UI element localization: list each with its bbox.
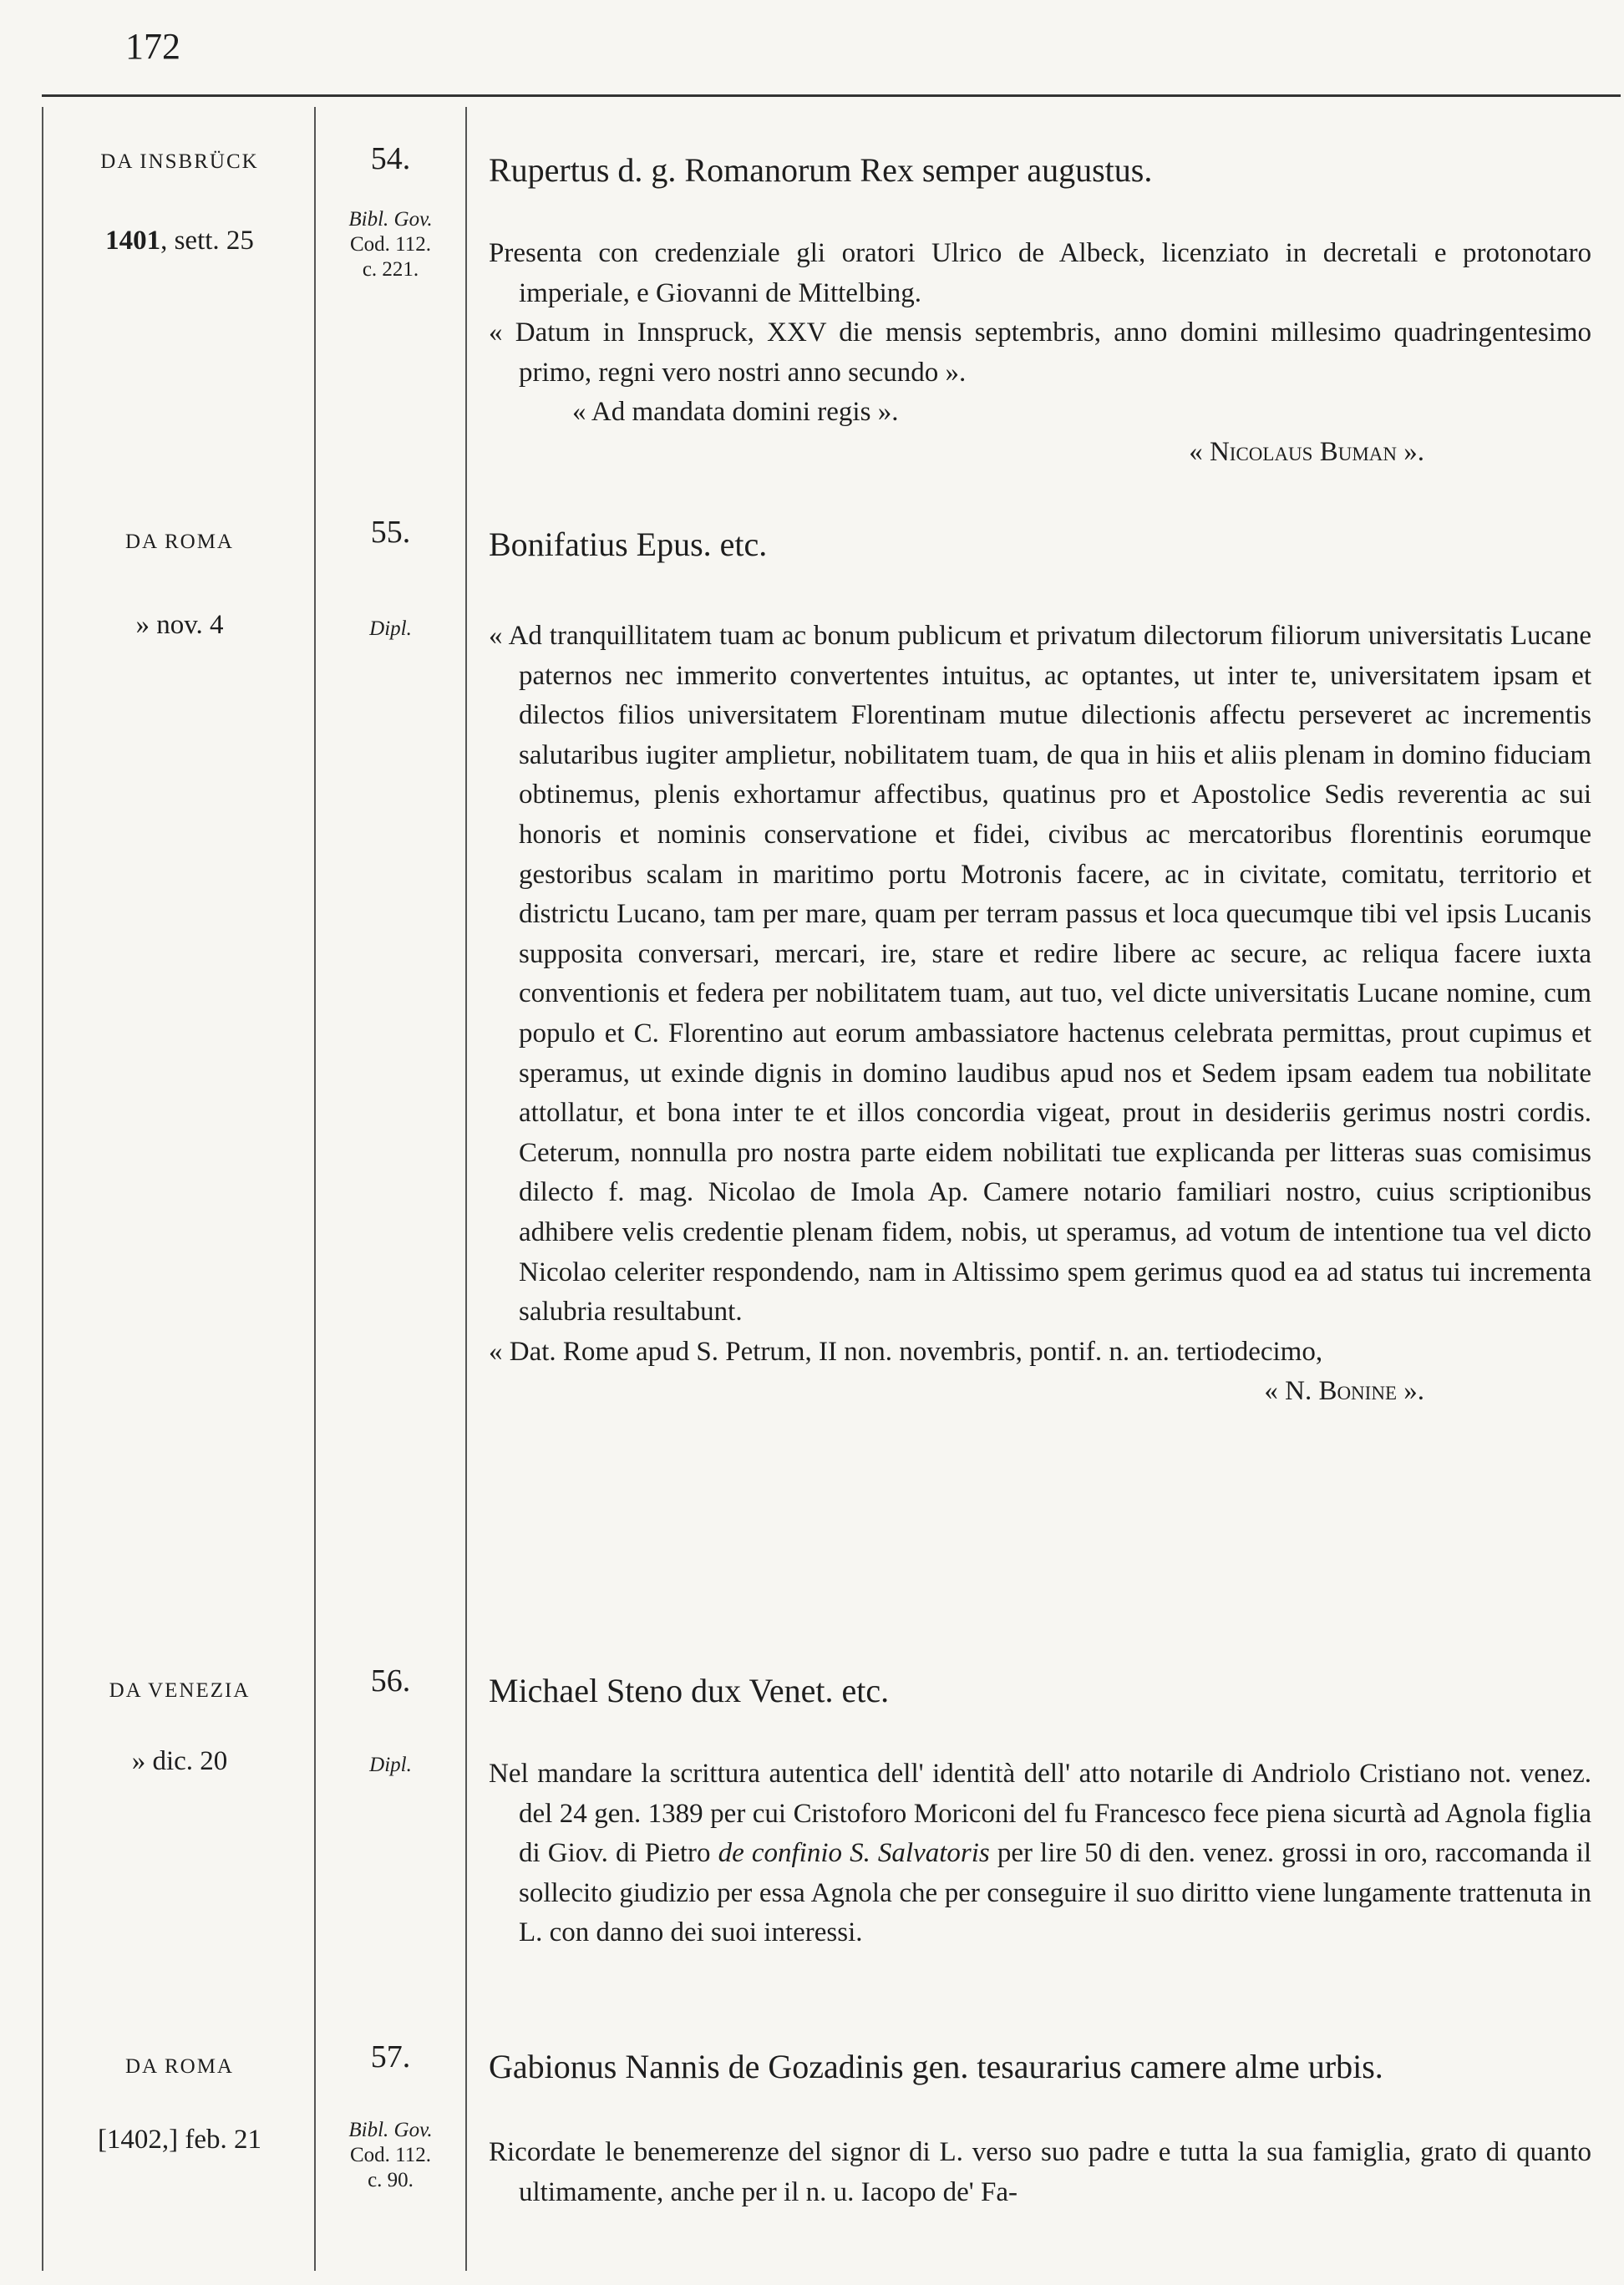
source-folio: c. 90. [368,2169,414,2191]
page-number: 172 [125,26,180,67]
entry-date-year: [1402,] [97,2125,179,2155]
entry-signature: « Nicolaus Buman ». [1189,436,1424,467]
entry-text-part: per lire 50 di den. venez. grossi in oro, raccomanda il sollecito giudizio per essa Agnola che per conseguire il suo diritto viene lungamente trattenuta in L. con danno dei suoi interessi. [519,1838,1591,1948]
entry-summary: Presenta con credenziale gli oratori Ulrico de Albeck, licenziato in decretali e protonotaro imperiale, e Giovanni de Mittelbing. [489,238,1591,308]
entry-date: » dic. 20 [131,1746,228,1776]
entry-place: DA ROMA [125,531,234,553]
source-archive: Dipl. [369,617,412,640]
entry-body [489,234,1591,473]
entry-date [50,2125,309,2156]
entry-body [489,2133,1591,2212]
entry-text-italic: de confinio S. Salvatoris [718,1838,990,1869]
entry-place: DA ROMA [125,2055,234,2078]
entry-text [489,1754,1591,1953]
entry-heading: Rupertus d. g. Romanorum Rex semper augustus. [489,151,1153,189]
source-codex: Cod. 112. [350,233,431,256]
entry-source [317,207,464,282]
entry-body [489,1754,1591,1953]
source-codex: Cod. 112. [350,2144,431,2166]
entry-number: 55. [370,515,411,550]
entry-text: « Ad tranquillitatem tuam ac bonum publicum et privatum dilectorum filiorum universitatis Lucane paternos nec immerito convertentes intuitus, ac optantes, ut inter te, universitatem ipsam et dilectos filios universitatem Florentinam mutue dilectionis affectu perseveret ac incrementis salutaribus iugiter amplietur, nobilitatem tuam, de qua in hiis et aliis plenam in domino fiduciam obtinemus, plenis exhortamur affectibus, quatinus pro et Apostolice Sedis reverentia ac sui honoris et nominis conservatione et fidei, civibus ac mercatoribus florentinis eorumque gestoribus scalam in maritimo portu Motronis facere, ac in civitate, comitatu, territorio et districtu Lucano, tam per mare, quam per terram passus et loca quecumque tibi vel ipsis Lucanis supposita conversari, mercari, ire, stare et redire libere ac secure, ac reliqua facere iuxta conventionis et federa per nobilitatem tuam, aut tuo, vel dicte universitatis Lucane nomine, cum populo et C. Florentino aut eorum ambassiatore hactenus celebrata permittas, prout cupimus et speramus, ut exinde dignis in domino laudibus apud nos et Sedem ipsam eadem tua nobilitate attollatur, et bona inter te et illos concordia vigeat, prout in desideriis gerimus nostri cordis. Ceterum, nonnulla pro nostra parte eidem nobilitati tue explicanda per litteras suas comisimus dilecto f. mag. Nicolao de Imola Ap. Camere notario familiari nostro, cuius scriptionibus adhibere velis credentie plenam fidem, nobis, ut speramus, ad votum de intentione tua vel dicto Nicolao celeriter respondendo, nam in Altissimo spem gerimus quod ea ad status tui incrementa salubria resultabunt. [489,621,1591,1328]
entry-text-part: Nel mandare la scrittura autentica dell' identità dell' atto notarile di Andriolo Cristiano not. venez. del 24 gen. 1389 per cui Cristoforo Moriconi del fu Francesco fece piena sicurtà ad Agnola figlia di Giov. di Pietro [489,1759,1591,1869]
entry-number: 56. [370,1663,411,1699]
source-archive: Dipl. [369,1754,412,1776]
column-divider-middle [314,107,316,2271]
entry-quote: « Datum in Innspruck, XXV die mensis septembris, anno domini millesimo quadringentesimo primo, regni vero nostri anno secundo ». [489,317,1591,388]
entry-date-rest: , sett. 25 [160,226,254,256]
entry-body [489,617,1591,1412]
entry-place: DA VENEZIA [109,1679,251,1702]
entry-date [50,226,309,256]
entry-place: DA INSBRÜCK [100,150,259,173]
entry-heading: Gabionus Nannis de Gozadinis gen. tesaurarius camere alme urbis. [489,2048,1383,2085]
entry-date: » nov. 4 [135,610,224,640]
entry-number: 57. [370,2039,411,2074]
top-rule [42,94,1621,97]
entry-heading: Michael Steno dux Venet. etc. [489,1672,890,1709]
source-archive: Bibl. Gov. [348,2119,433,2141]
entry-source [317,2118,464,2193]
entry-dat: « Dat. Rome apud S. Petrum, II non. novembris, pontif. n. an. tertiodecimo, [489,1336,1323,1367]
entry-source [317,1753,464,1778]
source-folio: c. 221. [362,258,419,281]
entry-text: Ricordate le benemerenze del signor di L. verso suo padre e tutta la sua famiglia, grato di quanto ultimamente, anche per il n. u. Iacopo de' Fa- [489,2137,1591,2207]
source-archive: Bibl. Gov. [348,208,433,231]
entry-heading: Bonifatius Epus. etc. [489,526,768,563]
entry-date-year: 1401 [105,226,161,256]
entry-source [317,617,464,642]
entry-signature: « N. Bonine ». [1264,1376,1424,1407]
column-divider-left [42,107,43,2271]
entry-number: 54. [370,141,411,176]
entry-closing: « Ad mandata domini regis ». [572,397,899,428]
entry-date-rest: feb. 21 [178,2125,262,2155]
column-divider-right [465,107,467,2271]
